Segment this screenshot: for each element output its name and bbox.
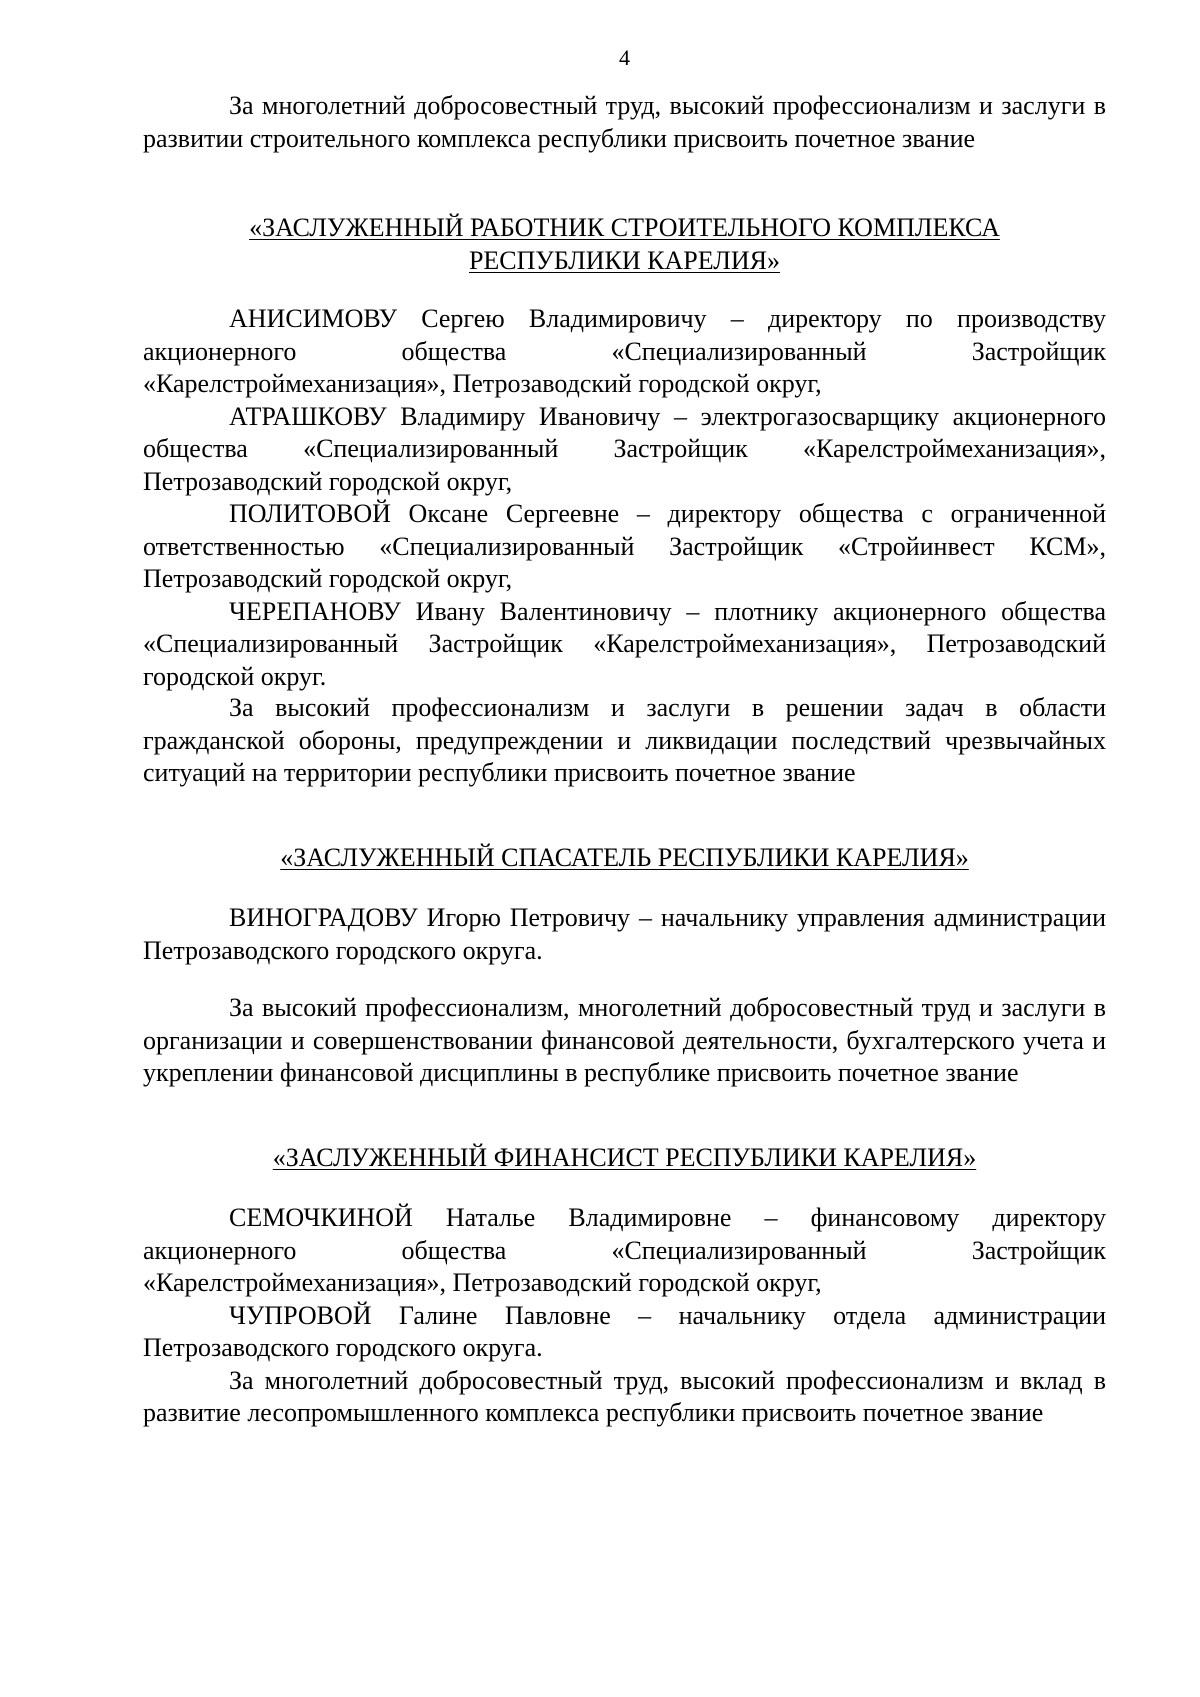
award-title-line: «ЗАСЛУЖЕННЫЙ ФИНАНСИСТ РЕСПУБЛИКИ КАРЕЛИЯ» xyxy=(272,1143,977,1172)
award-title-line: «ЗАСЛУЖЕННЫЙ СПАСАТЕЛЬ РЕСПУБЛИКИ КАРЕЛИЯ» xyxy=(280,843,969,872)
section-rescuer-intro xyxy=(143,692,1106,790)
closing-paragraph: За многолетний добросовестный труд, высокий профессионализм и вклад в развитие лесопромышленного комплекса республики присвоить почетное звание xyxy=(143,1365,1106,1427)
section-financier-title xyxy=(143,1142,1106,1175)
intro-paragraph: За высокий профессионализм, многолетний добросовестный труд и заслуги в организации и совершенствовании финансовой деятельности, бухгалтерского учета и укреплении финансовой дисциплины в республике присвоить почетное звание xyxy=(143,993,1106,1087)
intro-paragraph: За высокий профессионализм и заслуги в решении задач в области гражданской обороны, предупреждении и ликвидации последствий чрезвычайных ситуаций на территории республики присвоить почетное звание xyxy=(143,693,1106,787)
person-entry: АТРАШКОВУ Владимиру Ивановичу – электрогазосварщику акционерного общества «Специализированный Застройщик «Карелстроймеханизация», Петрозаводский городской округ, xyxy=(143,401,1106,496)
person-entry: ЧУПРОВОЙ Галине Павловне – начальнику отдела администрации Петрозаводского городского округа. xyxy=(143,1300,1106,1362)
person-entry: ПОЛИТОВОЙ Оксане Сергеевне – директору общества с ограниченной ответственностью «Специализированный Застройщик «Стройинвест КСМ», Петрозаводский городской округ, xyxy=(143,499,1106,593)
page-number: 4 xyxy=(619,45,630,70)
person-entry: АНИСИМОВУ Сергею Владимировичу – директору по производству акционерного общества «Специализированный Застройщик «Карелстроймеханизация», Петрозаводский городской округ, xyxy=(143,304,1106,398)
section-financier-intro xyxy=(143,992,1106,1090)
person-entry: ЧЕРЕПАНОВУ Ивану Валентиновичу – плотнику акционерного общества «Специализированный Застройщик «Карелстроймеханизация», Петрозаводский городской округ. xyxy=(143,596,1106,691)
section-financier-persons xyxy=(143,1202,1106,1430)
person-entry: ВИНОГРАДОВУ Игорю Петровичу – начальнику управления администрации Петрозаводского городского округа. xyxy=(143,903,1106,965)
person-entry: СЕМОЧКИНОЙ Наталье Владимировне – финансовому директору акционерного общества «Специализированный Застройщик «Карелстроймеханизация», Петрозаводский городской округ, xyxy=(143,1203,1106,1297)
section-construction-title xyxy=(143,212,1106,277)
award-title-line: «ЗАСЛУЖЕННЫЙ РАБОТНИК СТРОИТЕЛЬНОГО КОМПЛЕКСА xyxy=(249,213,1000,242)
section-rescuer-persons xyxy=(143,902,1106,967)
section-construction-intro xyxy=(143,90,1106,155)
section-rescuer-title xyxy=(143,842,1106,875)
section-construction-persons xyxy=(143,303,1106,693)
intro-paragraph: За многолетний добросовестный труд, высокий профессионализм и заслуги в развитии строительного комплекса республики присвоить почетное звание xyxy=(143,91,1106,153)
award-title-line: РЕСПУБЛИКИ КАРЕЛИЯ» xyxy=(468,245,781,275)
